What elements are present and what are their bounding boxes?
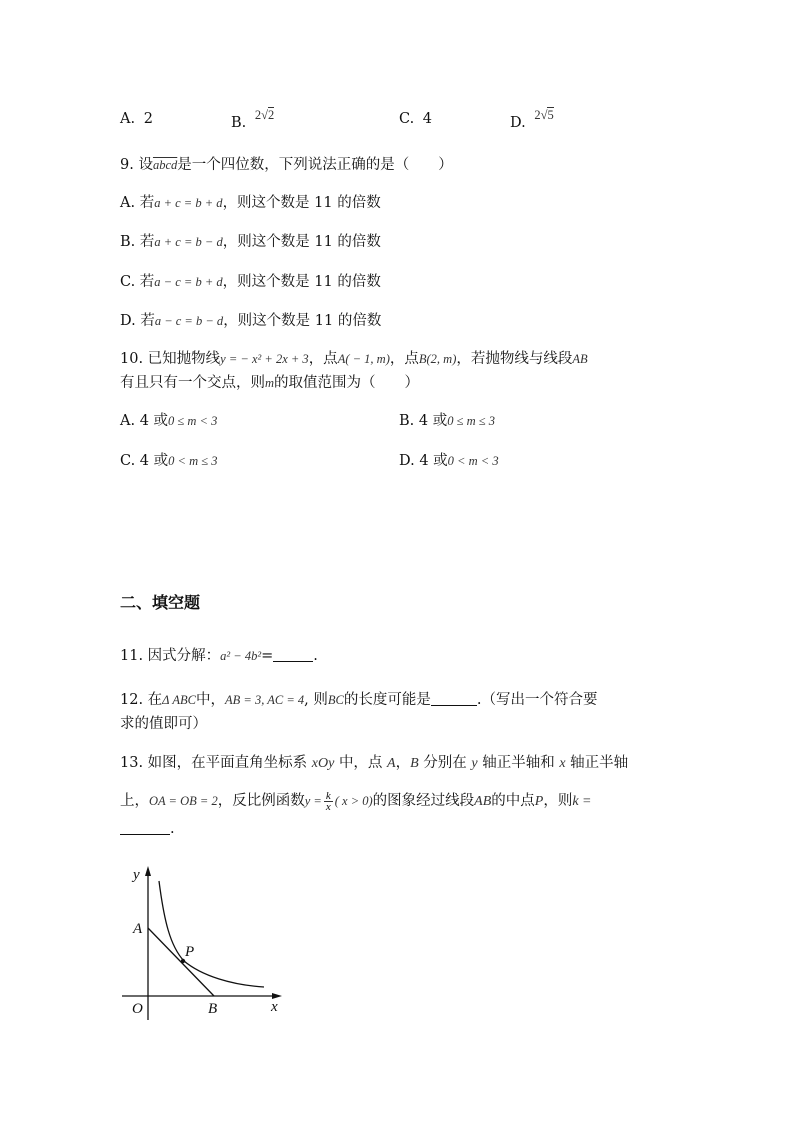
q10-option-a[interactable]: A. 4 或0 ≤ m < 3 [120, 413, 218, 429]
q12-stem-line1: 12. 在Δ ABC中，AB = 3, AC = 4, 则BC的长度可能是 .（写出一个符合要 [120, 692, 598, 708]
label-y: y [133, 867, 140, 883]
section-heading: 二、填空题 [120, 593, 201, 612]
q10-option-b[interactable]: B. 4 或0 ≤ m ≤ 3 [399, 413, 495, 429]
q13-stem-line1: 13. 如图，在平面直角坐标系 xOy 中，点 A，B 分别在 y 轴正半轴和 x 轴正半轴 [120, 755, 629, 771]
label-a: A [133, 921, 143, 937]
q8-option-d[interactable]: D. 2√5 [510, 108, 554, 131]
q13-stem-line3: . [120, 818, 175, 840]
label-p: P [185, 944, 195, 960]
q8-option-a[interactable]: A. 2 [120, 111, 153, 127]
q10-option-d[interactable]: D. 4 或0 < m < 3 [399, 453, 499, 469]
label-x: x [271, 999, 278, 1015]
q9-option-a[interactable]: A. 若a + c = b + d，则这个数是 11 的倍数 [120, 195, 381, 211]
q10-option-c[interactable]: C. 4 或0 < m ≤ 3 [120, 453, 218, 469]
segment-ab [148, 928, 214, 996]
q12-stem-line2: 求的值即可） [120, 716, 207, 732]
q9-option-c[interactable]: C. 若a − c = b + d，则这个数是 11 的倍数 [120, 274, 381, 290]
q10-stem-line2: 有且只有一个交点，则m的取值范围为（ ） [120, 375, 420, 391]
hyperbola-curve [159, 881, 264, 987]
q8-option-b[interactable]: B. 2√2 [231, 108, 275, 131]
q9-option-d[interactable]: D. 若a − c = b − d，则这个数是 11 的倍数 [120, 313, 382, 329]
q11-stem: 11. 因式分解：a² − 4b²= . [120, 648, 318, 664]
label-b: B [208, 1001, 218, 1017]
q9-option-b[interactable]: B. 若a + c = b − d，则这个数是 11 的倍数 [120, 234, 381, 250]
fraction-k-over-x: $\frac{k}{x}$ [325, 789, 331, 813]
label-o: O [132, 1001, 143, 1017]
radical-2sqrt5: 2√5 [534, 108, 554, 122]
q13-stem-line2: 上，OA = OB = 2，反比例函数y = $\frac{k}{x}$ ( x > 0)的图象经过线段AB的中点P，则k = [120, 789, 592, 813]
q8-option-c[interactable]: C. 4 [399, 111, 433, 127]
four-digit-number: abcd [152, 158, 178, 172]
q10-stem-line1: 10. 已知抛物线y = − x² + 2x + 3，点A( − 1, m)，点B(2, m)，若抛物线与线段AB [120, 351, 588, 367]
radical-2sqrt2: 2√2 [254, 108, 275, 122]
y-axis-arrow [145, 866, 151, 876]
q9-stem: 9. 设abcd是一个四位数，下列说法正确的是（ ） [120, 157, 453, 173]
